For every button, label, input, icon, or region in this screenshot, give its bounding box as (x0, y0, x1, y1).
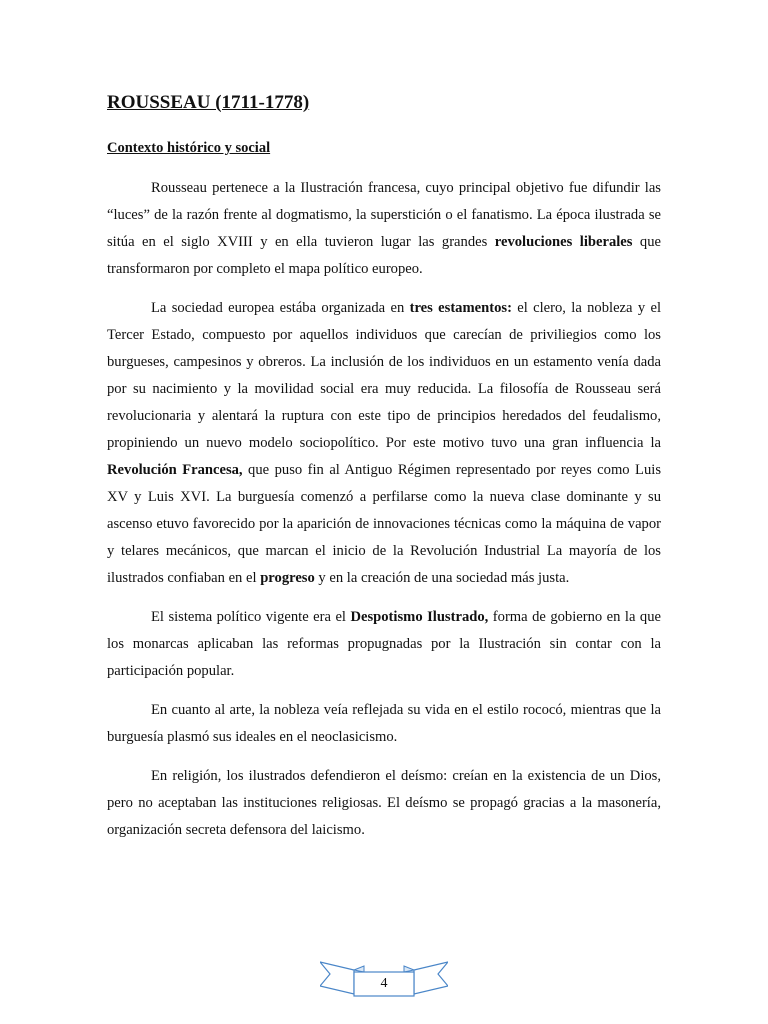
page-number: 4 (380, 976, 388, 991)
bold-text-run: tres estamentos: (409, 300, 512, 316)
section-heading: Contexto histórico y social (107, 140, 271, 156)
bold-text-run: Despotismo Ilustrado, (350, 609, 489, 625)
document-title: ROUSSEAU (1711-1778) (107, 92, 310, 113)
text-run: que puso fin al Antiguo Régimen representado por reyes como Luis XV y Luis XVI. La burguesía comenzó a perfilarse como la nueva clase dominante y su ascenso etuvo favorecido por la aparición de innovaciones técnicas como la máquina de vapor y telares mecánicos, que marcan el inicio de la Revolución Industrial La mayoría de los ilustrados confiaban en el (107, 462, 662, 586)
bold-text-run: Revolución Francesa, (107, 462, 243, 478)
body-text (107, 175, 661, 856)
text-run: el clero, la nobleza y el Tercer Estado, compuesto por aquellos individuos que carecían de priviliegios como los burgueses, campesinos y obreros. La inclusión de los individuos en un estamento venía dada por su nacimiento y la movilidad social era muy reducida. La filosofía de Rousseau será revolucionaria y alentará la ruptura con este tipo de principios heredados del feudalismo, propiniendo un nuevo modelo sociopolítico. Por este motivo tuvo una gran influencia la (107, 300, 662, 451)
text-run: que transformaron por completo el mapa político europeo. (107, 234, 661, 277)
bold-text-run: revoluciones liberales (494, 234, 633, 250)
paragraph (107, 175, 661, 283)
text-run: y en la creación de una sociedad más justa. (314, 570, 570, 586)
text-run: Rousseau pertenece a la Ilustración francesa, cuyo principal objetivo fue difundir las “luces” de la razón frente al dogmatismo, la superstición o el fanatismo. La época ilustrada se sitúa en el siglo XVIII y en ella tuvieron lugar las grandes (107, 180, 661, 250)
text-run: En religión, los ilustrados defendieron el deísmo: creían en la existencia de un Dios, pero no aceptaban las instituciones religiosas. El deísmo se propagó gracias a la masonería, organización secreta defensora del laicismo. (107, 768, 661, 838)
text-run: En cuanto al arte, la nobleza veía reflejada su vida en el estilo rococó, mientras que la burguesía plasmó sus ideales en el neoclasicismo. (107, 702, 661, 745)
paragraph (107, 604, 661, 685)
bold-text-run: progreso (260, 570, 315, 586)
page-footer (320, 958, 448, 1000)
paragraph (107, 763, 661, 844)
paragraph (107, 295, 661, 592)
text-run: El sistema político vigente era el (151, 609, 351, 625)
text-run: forma de gobierno en la que los monarcas aplicaban las reformas propugnadas por la Ilustración sin contar con la participación popular. (107, 609, 662, 679)
text-run: La sociedad europea estába organizada en (151, 300, 410, 316)
paragraph (107, 697, 661, 751)
